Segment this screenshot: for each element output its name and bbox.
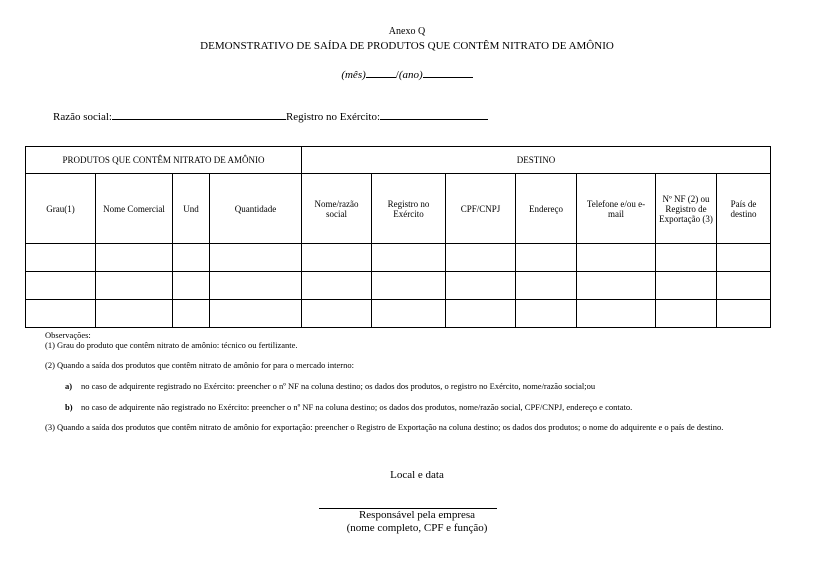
note-2a-marker: a) bbox=[65, 381, 73, 391]
col-address: Endereço bbox=[516, 174, 577, 244]
table-cell[interactable] bbox=[173, 244, 210, 272]
table-cell[interactable] bbox=[26, 244, 96, 272]
table-cell[interactable] bbox=[446, 300, 516, 328]
note-2a bbox=[45, 381, 780, 391]
place-date: Local e data bbox=[390, 469, 444, 481]
document-title: DEMONSTRATIVO DE SAÍDA DE PRODUTOS QUE CONTÊM NITRATO DE AMÔNIO bbox=[200, 40, 614, 52]
month-blank[interactable] bbox=[366, 68, 396, 78]
annex-label: Anexo Q bbox=[388, 26, 426, 37]
table-cell[interactable] bbox=[210, 300, 302, 328]
table-cell[interactable] bbox=[577, 300, 656, 328]
notes-section bbox=[45, 330, 780, 432]
col-unit: Und bbox=[173, 174, 210, 244]
group-products-header: PRODUTOS QUE CONTÊM NITRATO DE AMÔNIO bbox=[26, 147, 302, 174]
corporate-name-label: Razão social: bbox=[53, 111, 112, 123]
table-row bbox=[26, 244, 771, 272]
table-cell[interactable] bbox=[173, 300, 210, 328]
group-destination-header: DESTINO bbox=[302, 147, 771, 174]
table-cell[interactable] bbox=[96, 300, 173, 328]
responsible-block bbox=[0, 509, 814, 535]
year-blank[interactable] bbox=[423, 68, 473, 78]
table-cell[interactable] bbox=[210, 272, 302, 300]
table-cell[interactable] bbox=[26, 300, 96, 328]
note-2a-text: no caso de adquirente registrado no Exército: preencher o nº NF na coluna destino; os dados dos produtos, o registro no Exército, nome/razão social;ou bbox=[81, 381, 596, 391]
table-cell[interactable] bbox=[656, 272, 717, 300]
responsible-label: Responsável pela empresa bbox=[358, 509, 476, 521]
table-cell[interactable] bbox=[302, 300, 372, 328]
army-registry-blank[interactable] bbox=[380, 109, 488, 120]
col-army-registry: Registro no Exército bbox=[372, 174, 446, 244]
table-cell[interactable] bbox=[372, 272, 446, 300]
table-cell[interactable] bbox=[96, 244, 173, 272]
month-label: (mês) bbox=[341, 69, 366, 81]
table-cell[interactable] bbox=[96, 272, 173, 300]
table-cell[interactable] bbox=[446, 272, 516, 300]
table-cell[interactable] bbox=[656, 300, 717, 328]
col-phone-email: Telefone e/ou e-mail bbox=[577, 174, 656, 244]
table-cell[interactable] bbox=[717, 244, 771, 272]
table-row bbox=[26, 300, 771, 328]
army-registry-label: Registro no Exército: bbox=[285, 111, 381, 123]
table-cell[interactable] bbox=[372, 244, 446, 272]
products-table bbox=[25, 146, 771, 328]
table-cell[interactable] bbox=[173, 272, 210, 300]
table-cell[interactable] bbox=[656, 244, 717, 272]
table-cell[interactable] bbox=[577, 244, 656, 272]
col-destination-country: País de destino bbox=[717, 174, 771, 244]
note-2b bbox=[45, 402, 780, 412]
year-label: (ano) bbox=[398, 69, 423, 81]
col-corporate-name: Nome/razão social bbox=[302, 174, 372, 244]
col-grade: Grau(1) bbox=[26, 174, 96, 244]
table-cell[interactable] bbox=[446, 244, 516, 272]
corporate-name-blank[interactable] bbox=[112, 109, 286, 120]
table-cell[interactable] bbox=[717, 272, 771, 300]
col-cpf-cnpj: CPF/CNPJ bbox=[446, 174, 516, 244]
note-2b-text: no caso de adquirente não registrado no Exército: preencher o nº NF na coluna destino; os dados dos produtos, nome/razão social, CPF/CNPJ, endereço e contato. bbox=[81, 402, 633, 412]
col-invoice-export: Nº NF (2) ou Registro de Exportação (3) bbox=[656, 174, 717, 244]
table-cell[interactable] bbox=[577, 272, 656, 300]
table-cell[interactable] bbox=[372, 300, 446, 328]
note-2b-marker: b) bbox=[65, 402, 73, 412]
table-row bbox=[26, 272, 771, 300]
table-cell[interactable] bbox=[717, 300, 771, 328]
company-line bbox=[53, 109, 488, 123]
col-trade-name: Nome Comercial bbox=[96, 174, 173, 244]
table-cell[interactable] bbox=[516, 272, 577, 300]
table-cell[interactable] bbox=[516, 300, 577, 328]
note-1: (1) Grau do produto que contêm nitrato de amônio: técnico ou fertilizante. bbox=[45, 340, 298, 350]
table-cell[interactable] bbox=[302, 244, 372, 272]
table-cell[interactable] bbox=[210, 244, 302, 272]
responsible-detail: (nome completo, CPF e função) bbox=[346, 522, 488, 534]
notes-heading: Observações: bbox=[45, 330, 91, 340]
note-3: (3) Quando a saída dos produtos que contêm nitrato de amônio for exportação: preencher o Registro de Exportação na coluna destino; os dados dos produtos; o nome do adquirente e o país de destino. bbox=[45, 422, 724, 432]
note-2: (2) Quando a saída dos produtos que contêm nitrato de amônio for para o mercado interno: bbox=[45, 360, 354, 370]
table-cell[interactable] bbox=[516, 244, 577, 272]
col-quantity: Quantidade bbox=[210, 174, 302, 244]
period-separator: / bbox=[395, 69, 399, 81]
period-line bbox=[0, 68, 814, 81]
table-cell[interactable] bbox=[302, 272, 372, 300]
table-cell[interactable] bbox=[26, 272, 96, 300]
